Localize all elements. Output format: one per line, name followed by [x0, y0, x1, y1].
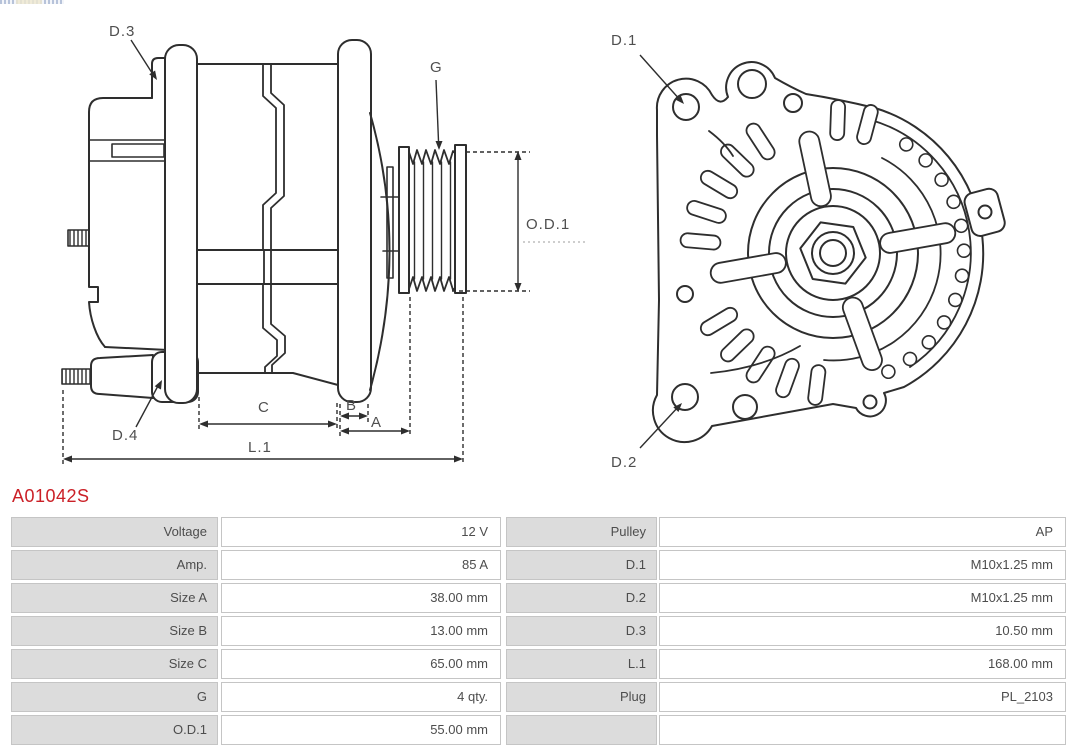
- terminal-stud-upper: [68, 230, 89, 246]
- spec-value-cell: 65.00 mm: [221, 649, 501, 679]
- mid-left-hole: [677, 286, 693, 302]
- top-small-hole: [784, 94, 802, 112]
- spec-value-cell: PL_2103: [659, 682, 1066, 712]
- front-bracket-ear-right: [338, 40, 371, 402]
- dim-label-l1: L.1: [248, 439, 272, 456]
- dim-label-d4: D.4: [112, 427, 139, 444]
- spec-label-cell: L.1: [506, 649, 657, 679]
- spec-label-cell: Amp.: [11, 550, 218, 580]
- spec-label-cell: Plug: [506, 682, 657, 712]
- spec-label-cell: Size C: [11, 649, 218, 679]
- table-row: [11, 583, 1069, 613]
- side-view-dimensions: [63, 40, 585, 465]
- dim-label-b: B: [346, 397, 358, 414]
- spec-value-cell: 168.00 mm: [659, 649, 1066, 679]
- spec-value-cell: 10.50 mm: [659, 616, 1066, 646]
- d4-terminal: [91, 355, 153, 398]
- dim-label-d3: D.3: [109, 23, 136, 40]
- table-row: [11, 649, 1069, 679]
- alternator-front-view: [653, 62, 1007, 442]
- spec-value-cell: 85 A: [221, 550, 501, 580]
- spec-label-cell: O.D.1: [11, 715, 218, 745]
- part-number: A01042S: [12, 486, 90, 506]
- spec-value-cell: [659, 715, 1066, 745]
- top-mount-hole: [738, 70, 766, 98]
- spec-value-cell: 38.00 mm: [221, 583, 501, 613]
- spec-table: [11, 517, 1069, 748]
- spec-label-cell: D.1: [506, 550, 657, 580]
- spec-value-cell: 13.00 mm: [221, 616, 501, 646]
- spec-label-cell: Size B: [11, 616, 218, 646]
- alternator-side-view: [62, 40, 466, 403]
- dim-label-d1: D.1: [611, 32, 638, 49]
- front-bracket-ear-left: [165, 45, 197, 403]
- bottom-second-hole: [733, 395, 757, 419]
- spec-value-cell: M10x1.25 mm: [659, 550, 1066, 580]
- spec-label-cell: [506, 715, 657, 745]
- dim-label-g: G: [430, 59, 443, 76]
- table-row: [11, 715, 1069, 745]
- d1-mount-hole: [673, 94, 699, 120]
- table-row: [11, 517, 1069, 547]
- ring-scallops: [880, 135, 971, 380]
- spec-value-cell: AP: [659, 517, 1066, 547]
- rear-housing-outline: [89, 98, 152, 347]
- spec-label-cell: Voltage: [11, 517, 218, 547]
- dim-label-od1: O.D.1: [526, 216, 571, 233]
- dim-label-a: A: [371, 414, 383, 431]
- terminal-stud-lower: [62, 369, 91, 384]
- table-row: [11, 550, 1069, 580]
- spec-value-cell: 4 qty.: [221, 682, 501, 712]
- dim-label-c: C: [258, 399, 270, 416]
- spec-value-cell: M10x1.25 mm: [659, 583, 1066, 613]
- pulley-side: [399, 145, 466, 293]
- arrowheads: [63, 71, 522, 463]
- spec-value-cell: 12 V: [221, 517, 501, 547]
- table-row: [11, 682, 1069, 712]
- spec-label-cell: D.2: [506, 583, 657, 613]
- spec-label-cell: Pulley: [506, 517, 657, 547]
- dim-label-d2: D.2: [611, 454, 638, 471]
- spec-label-cell: Size A: [11, 583, 218, 613]
- spec-label-cell: D.3: [506, 616, 657, 646]
- spec-value-cell: 55.00 mm: [221, 715, 501, 745]
- table-row: [11, 616, 1069, 646]
- spec-label-cell: G: [11, 682, 218, 712]
- bottom-boss-hole: [864, 396, 877, 409]
